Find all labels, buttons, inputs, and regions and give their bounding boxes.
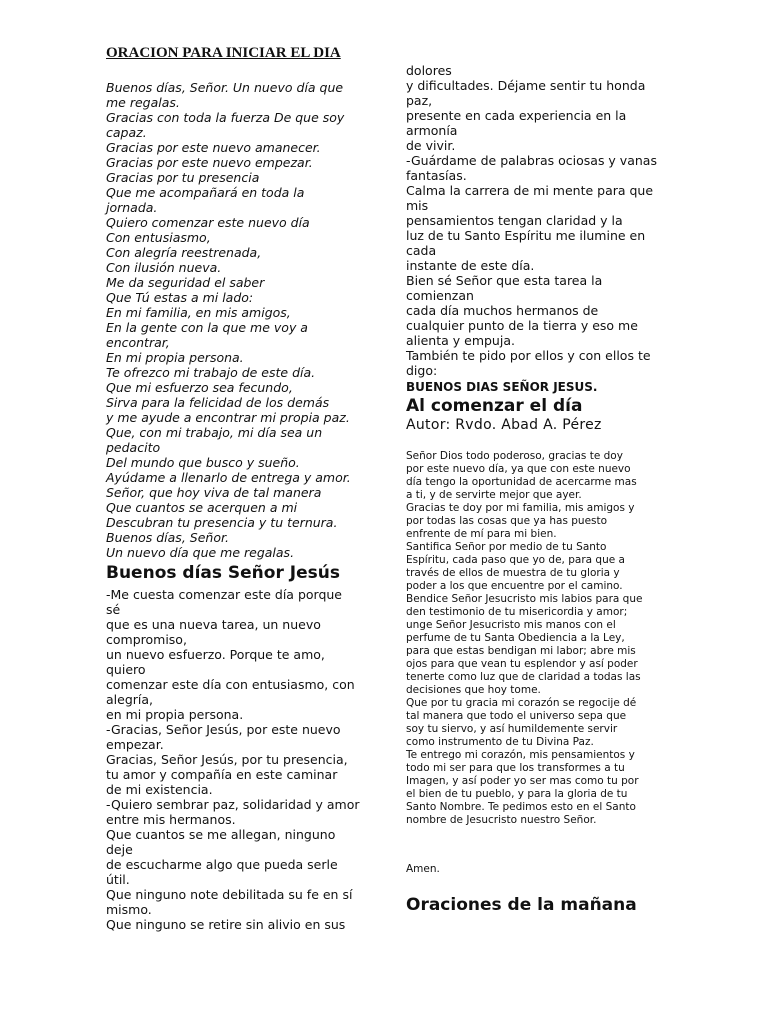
text-line: Que por tu gracia mi corazón se regocije dé — [406, 697, 637, 709]
text-line: Que, con mi trabajo, mi día sea un — [106, 425, 323, 440]
text-line: útil. — [106, 872, 130, 887]
text-line: paz, — [406, 93, 433, 108]
text-line: decisiones que hoy tome. — [406, 684, 541, 696]
text-line: Sirva para la felicidad de los demás — [106, 395, 330, 410]
text-line: de escucharme algo que pueda serle — [106, 857, 338, 872]
text-line: Señor, que hoy viva de tal manera — [106, 485, 322, 500]
section-heading-oraciones: Oraciones de la mañana — [406, 895, 637, 915]
text-line: cada día muchos hermanos de — [406, 303, 599, 318]
closing-line: BUENOS DIAS SEÑOR JESUS. — [406, 380, 598, 394]
text-line: entre mis hermanos. — [106, 812, 236, 827]
text-line: de mi existencia. — [106, 782, 213, 797]
text-line: unge Señor Jesucristo mis manos con el — [406, 619, 616, 631]
text-line: Te entrego mi corazón, mis pensamientos y — [406, 749, 635, 761]
text-line: través de ellos de muestra de tu gloria y — [406, 567, 620, 579]
text-line: Que ninguno se retire sin alivio en sus — [106, 917, 346, 932]
text-line: Bendice Señor Jesucristo mis labios para que — [406, 593, 643, 605]
text-line: por todas las cosas que ya has puesto — [406, 515, 608, 527]
text-line: el bien de tu pueblo, y para la gloria de tu — [406, 788, 628, 800]
text-line: En mi propia persona. — [106, 350, 244, 365]
text-line: Que cuantos se me allegan, ninguno — [106, 827, 336, 842]
morning-poem — [106, 80, 374, 560]
text-line: En mi familia, en mis amigos, — [106, 305, 291, 320]
text-line: presente en cada experiencia en la — [406, 108, 627, 123]
text-line: jornada. — [106, 200, 158, 215]
text-line: -Me cuesta comenzar este día porque — [106, 587, 342, 602]
text-line: Santo Nombre. Te pedimos esto en el Santo — [406, 801, 636, 813]
text-line: a ti, y de servirte mejor que ayer. — [406, 489, 582, 501]
author-line: Autor: Rvdo. Abad A. Pérez — [406, 417, 602, 433]
text-line: mis — [406, 198, 429, 213]
text-line: Buenos días, Señor. Un nuevo día que — [106, 80, 344, 95]
text-line: comenzar este día con entusiasmo, con — [106, 677, 355, 692]
text-line: cualquier punto de la tierra y eso me — [406, 318, 638, 333]
text-line: me regalas. — [106, 95, 180, 110]
text-line: de vivir. — [406, 138, 456, 153]
text-line: compromiso, — [106, 632, 187, 647]
text-line: Que ninguno note debilitada su fe en sí — [106, 887, 353, 902]
text-line: Calma la carrera de mi mente para que — [406, 183, 654, 198]
text-line: Gracias por tu presencia — [106, 170, 260, 185]
text-line: Ayúdame a llenarlo de entrega y amor. — [106, 470, 351, 485]
text-line: nombre de Jesucristo nuestro Señor. — [406, 814, 597, 826]
amen-text: Amen. — [406, 863, 440, 875]
text-line: todo mi ser para que los transformes a tu — [406, 762, 625, 774]
prayer-body — [406, 450, 642, 827]
text-line: y dificultades. Déjame sentir tu honda — [406, 78, 646, 93]
text-line: Con alegría reestrenada, — [106, 245, 262, 260]
text-line: como instrumento de tu Divina Paz. — [406, 736, 594, 748]
text-line: Gracias, Señor Jesús, por tu presencia, — [106, 752, 348, 767]
text-line: encontrar, — [106, 335, 170, 350]
text-line: alegría, — [106, 692, 154, 707]
text-line: Señor Dios todo poderoso, gracias te doy — [406, 450, 623, 462]
text-line: Que mi esfuerzo sea fecundo, — [106, 380, 293, 395]
text-line: mismo. — [106, 902, 152, 917]
text-line: tal manera que todo el universo sepa que — [406, 710, 627, 722]
text-line: -Quiero sembrar paz, solidaridad y amor — [106, 797, 360, 812]
text-line: ojos para que vean tu esplendor y así poder — [406, 658, 638, 670]
text-line: día tengo la oportunidad de acercarme mas — [406, 476, 637, 488]
text-line: poder a los que encuentre por el camino. — [406, 580, 623, 592]
text-line: tu amor y compañía en este caminar — [106, 767, 338, 782]
text-line: pensamientos tengan claridad y la — [406, 213, 623, 228]
text-line: en mi propia persona. — [106, 707, 244, 722]
section-heading-al-comenzar: Al comenzar el día — [406, 396, 583, 416]
text-line: También te pido por ellos y con ellos te — [406, 348, 651, 363]
prayer-title: ORACION PARA INICIAR EL DIA — [106, 45, 341, 61]
text-line: pedacito — [106, 440, 161, 455]
text-line: empezar. — [106, 737, 164, 752]
text-line: dolores — [406, 63, 452, 78]
text-line: que es una nueva tarea, un nuevo — [106, 617, 321, 632]
text-line: comienzan — [406, 288, 474, 303]
text-line: cada — [406, 243, 437, 258]
text-line: tenerte como luz que de claridad a todas las — [406, 671, 641, 683]
text-line: Espíritu, cada paso que yo de, para que a — [406, 554, 625, 566]
text-line: digo: — [406, 363, 438, 378]
text-line: Te ofrezco mi trabajo de este día. — [106, 365, 316, 380]
text-line: Gracias con toda la fuerza De que soy — [106, 110, 345, 125]
text-line: soy tu siervo, y así humildemente servir — [406, 723, 618, 735]
text-line: sé — [106, 602, 121, 617]
prayer-text — [106, 587, 360, 932]
text-line: Gracias por este nuevo empezar. — [106, 155, 313, 170]
text-line: Santifica Señor por medio de tu Santo — [406, 541, 607, 553]
text-line: deje — [106, 842, 133, 857]
text-line: Me da seguridad el saber — [106, 275, 265, 290]
text-line: Gracias te doy por mi familia, mis amigos y — [406, 502, 635, 514]
text-line: para que estas bendigan mi labor; abre mis — [406, 645, 636, 657]
text-line: Imagen, y así poder yo ser mas como tu por — [406, 775, 639, 787]
text-line: Buenos días, Señor. — [106, 530, 229, 545]
text-line: fantasías. — [406, 168, 467, 183]
section-heading-buenos-dias: Buenos días Señor Jesús — [106, 563, 340, 583]
text-line: Con ilusión nueva. — [106, 260, 222, 275]
text-line: Que cuantos se acerquen a mi — [106, 500, 298, 515]
text-line: instante de este día. — [406, 258, 535, 273]
text-line: un nuevo esfuerzo. Porque te amo, — [106, 647, 325, 662]
text-line: Descubran tu presencia y tu ternura. — [106, 515, 338, 530]
text-line: Gracias por este nuevo amanecer. — [106, 140, 321, 155]
text-line: Un nuevo día que me regalas. — [106, 545, 295, 560]
text-line: Con entusiasmo, — [106, 230, 211, 245]
text-line: Del mundo que busco y sueño. — [106, 455, 300, 470]
text-line: capaz. — [106, 125, 147, 140]
text-line: por este nuevo día, ya que con este nuevo — [406, 463, 631, 475]
text-line: y me ayude a encontrar mi propia paz. — [106, 410, 350, 425]
text-line: Bien sé Señor que esta tarea la — [406, 273, 603, 288]
text-line: alienta y empuja. — [406, 333, 515, 348]
text-line: luz de tu Santo Espíritu me ilumine en — [406, 228, 646, 243]
text-line: Quiero comenzar este nuevo día — [106, 215, 310, 230]
text-line: quiero — [106, 662, 146, 677]
text-line: -Guárdame de palabras ociosas y vanas — [406, 153, 657, 168]
text-line: Que Tú estas a mi lado: — [106, 290, 254, 305]
text-line: En la gente con la que me voy a — [106, 320, 308, 335]
prayer-continuation — [406, 63, 657, 378]
text-line: den testimonio de tu misericordia y amor; — [406, 606, 628, 618]
text-line: -Gracias, Señor Jesús, por este nuevo — [106, 722, 341, 737]
text-line: enfrente de mí para mi bien. — [406, 528, 557, 540]
text-line: Que me acompañará en toda la — [106, 185, 305, 200]
text-line: perfume de tu Santa Obediencia a la Ley, — [406, 632, 625, 644]
text-line: armonía — [406, 123, 458, 138]
